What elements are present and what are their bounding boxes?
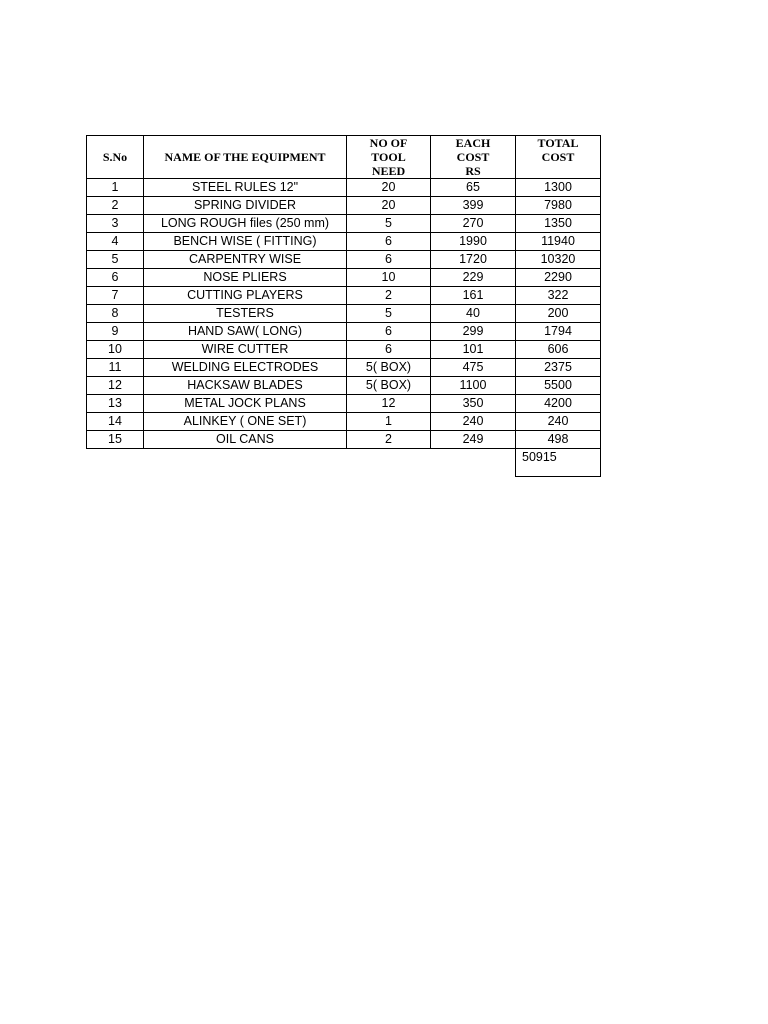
cell-sno: 14 (87, 413, 144, 431)
table-row (87, 431, 601, 449)
cell-each-cost: 270 (431, 215, 516, 233)
header-total-cost-line: TOTAL (537, 136, 579, 150)
table-row (87, 215, 601, 233)
table-row (87, 179, 601, 197)
cell-each-cost: 249 (431, 431, 516, 449)
header-each-cost-line: EACH (455, 136, 491, 150)
table-row (87, 233, 601, 251)
cell-quantity: 10 (347, 269, 431, 287)
cell-total-cost: 1794 (516, 323, 601, 341)
cell-sno: 5 (87, 251, 144, 269)
header-quantity-line: NEED (371, 164, 406, 178)
cell-total-cost: 606 (516, 341, 601, 359)
cell-each-cost: 101 (431, 341, 516, 359)
equipment-table (86, 135, 601, 477)
cell-equipment-name: SPRING DIVIDER (144, 197, 347, 215)
cell-quantity: 5( BOX) (347, 377, 431, 395)
cell-equipment-name: HAND SAW( LONG) (144, 323, 347, 341)
cell-equipment-name: OIL CANS (144, 431, 347, 449)
cell-sno: 1 (87, 179, 144, 197)
table-row (87, 341, 601, 359)
cell-quantity: 20 (347, 197, 431, 215)
cell-sno: 8 (87, 305, 144, 323)
table-row (87, 251, 601, 269)
cell-quantity: 2 (347, 431, 431, 449)
cell-each-cost: 1100 (431, 377, 516, 395)
cell-quantity: 5 (347, 215, 431, 233)
empty-cell (431, 449, 516, 477)
cell-sno: 10 (87, 341, 144, 359)
cell-equipment-name: WIRE CUTTER (144, 341, 347, 359)
header-each-cost-line: RS (465, 164, 481, 178)
cell-quantity: 2 (347, 287, 431, 305)
header-equipment-name: NAME OF THE EQUIPMENT (144, 136, 347, 179)
cell-quantity: 6 (347, 251, 431, 269)
empty-cell (87, 449, 144, 477)
cell-quantity: 5( BOX) (347, 359, 431, 377)
cell-total-cost: 2375 (516, 359, 601, 377)
table-row (87, 413, 601, 431)
cell-each-cost: 350 (431, 395, 516, 413)
cell-equipment-name: TESTERS (144, 305, 347, 323)
cell-quantity: 5 (347, 305, 431, 323)
cell-equipment-name: CARPENTRY WISE (144, 251, 347, 269)
cell-sno: 15 (87, 431, 144, 449)
table-body (87, 179, 601, 477)
cell-total-cost: 11940 (516, 233, 601, 251)
cell-equipment-name: CUTTING PLAYERS (144, 287, 347, 305)
cell-sno: 13 (87, 395, 144, 413)
cell-total-cost: 7980 (516, 197, 601, 215)
cell-quantity: 6 (347, 233, 431, 251)
table-row (87, 287, 601, 305)
header-quantity-line: NO OF (369, 136, 408, 150)
cell-each-cost: 399 (431, 197, 516, 215)
cell-sno: 3 (87, 215, 144, 233)
cell-total-cost: 498 (516, 431, 601, 449)
table-row (87, 305, 601, 323)
header-quantity (347, 136, 431, 179)
header-quantity-line: TOOL (371, 150, 406, 164)
empty-cell (144, 449, 347, 477)
cell-quantity: 20 (347, 179, 431, 197)
cell-total-cost: 200 (516, 305, 601, 323)
cell-total-cost: 322 (516, 287, 601, 305)
header-total-cost (516, 136, 601, 179)
cell-each-cost: 1990 (431, 233, 516, 251)
cell-equipment-name: NOSE PLIERS (144, 269, 347, 287)
cell-equipment-name: STEEL RULES 12" (144, 179, 347, 197)
cell-quantity: 1 (347, 413, 431, 431)
empty-cell (347, 449, 431, 477)
cell-equipment-name: HACKSAW BLADES (144, 377, 347, 395)
cell-equipment-name: METAL JOCK PLANS (144, 395, 347, 413)
cell-equipment-name: WELDING ELECTRODES (144, 359, 347, 377)
table-row (87, 269, 601, 287)
cell-each-cost: 161 (431, 287, 516, 305)
table-row (87, 359, 601, 377)
cell-quantity: 6 (347, 341, 431, 359)
cell-sno: 2 (87, 197, 144, 215)
cell-total-cost: 1350 (516, 215, 601, 233)
table-row (87, 197, 601, 215)
cell-equipment-name: ALINKEY ( ONE SET) (144, 413, 347, 431)
cell-each-cost: 65 (431, 179, 516, 197)
header-total-cost-line: COST (541, 150, 575, 164)
table-row (87, 395, 601, 413)
cell-sno: 6 (87, 269, 144, 287)
cell-total-cost: 5500 (516, 377, 601, 395)
cell-quantity: 6 (347, 323, 431, 341)
cell-each-cost: 475 (431, 359, 516, 377)
header-each-cost-line: COST (456, 150, 490, 164)
cell-equipment-name: BENCH WISE ( FITTING) (144, 233, 347, 251)
cell-each-cost: 299 (431, 323, 516, 341)
cell-sno: 12 (87, 377, 144, 395)
cell-sno: 4 (87, 233, 144, 251)
grand-total-value: 50915 (516, 449, 601, 477)
cell-sno: 11 (87, 359, 144, 377)
cell-sno: 7 (87, 287, 144, 305)
cell-quantity: 12 (347, 395, 431, 413)
header-sno: S.No (87, 136, 144, 179)
cell-equipment-name: LONG ROUGH files (250 mm) (144, 215, 347, 233)
cell-total-cost: 2290 (516, 269, 601, 287)
table-row (87, 377, 601, 395)
cell-total-cost: 240 (516, 413, 601, 431)
cell-total-cost: 1300 (516, 179, 601, 197)
cell-each-cost: 240 (431, 413, 516, 431)
cell-each-cost: 40 (431, 305, 516, 323)
grand-total-row (87, 449, 601, 477)
cell-total-cost: 10320 (516, 251, 601, 269)
table-header-row (87, 136, 601, 179)
header-each-cost (431, 136, 516, 179)
cell-each-cost: 229 (431, 269, 516, 287)
table-row (87, 323, 601, 341)
cell-total-cost: 4200 (516, 395, 601, 413)
cell-sno: 9 (87, 323, 144, 341)
cell-each-cost: 1720 (431, 251, 516, 269)
